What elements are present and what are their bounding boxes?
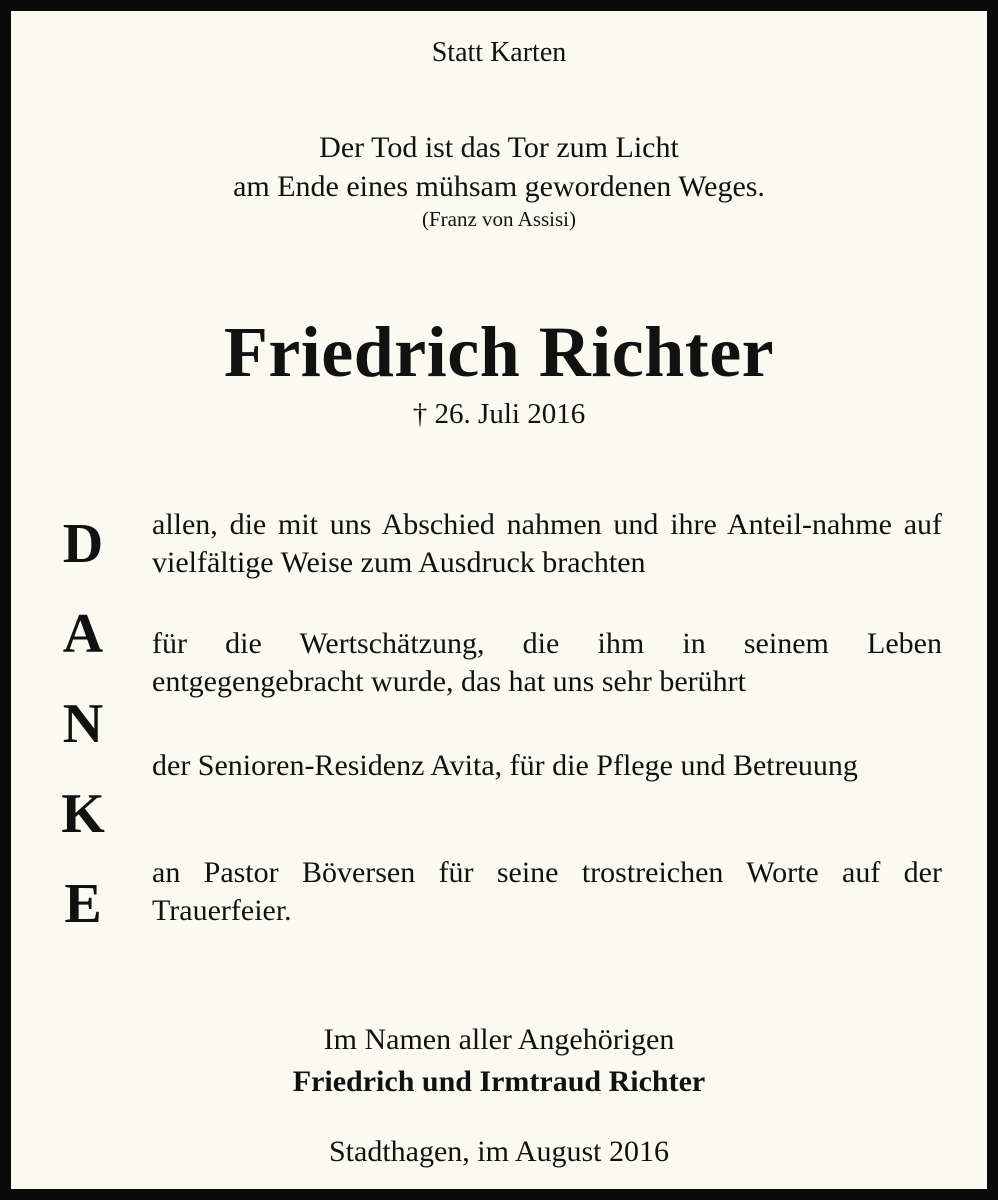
signers-names: Friedrich und Irmtraud Richter: [292, 1065, 706, 1098]
thanks-paragraph: allen, die mit uns Abschied nahmen und ihre Anteil-nahme auf vielfältige Weise zum Ausdruck brachten: [152, 508, 942, 579]
thanks-paragraph: der Senioren-Residenz Avita, für die Pflege und Betreuung: [152, 749, 858, 782]
danke-column: [43, 499, 123, 949]
danke-letter: A: [62, 603, 104, 665]
quote-author: (Franz von Assisi): [422, 207, 576, 231]
place-date: Stadthagen, im August 2016: [329, 1135, 669, 1168]
danke-letter: N: [62, 693, 104, 755]
danke-letter: E: [64, 873, 102, 935]
signoff-text: Im Namen aller Angehörigen: [323, 1023, 675, 1056]
thanks-paragraph: für die Wertschätzung, die ihm in seinem Leben entgegengebracht wurde, das hat uns sehr berührt: [152, 627, 942, 698]
death-date: † 26. Juli 2016: [412, 398, 586, 430]
header-text: Statt Karten: [431, 37, 567, 68]
quote-line-2: am Ende eines mühsam gewordenen Weges.: [233, 170, 765, 203]
danke-letter: K: [61, 783, 105, 845]
danke-letter: D: [62, 513, 104, 575]
thanks-paragraph: an Pastor Böversen für seine trostreichen Worte auf der Trauerfeier.: [152, 856, 942, 927]
quote-line-1: Der Tod ist das Tor zum Licht: [319, 131, 679, 164]
deceased-name: Friedrich Richter: [223, 312, 775, 392]
